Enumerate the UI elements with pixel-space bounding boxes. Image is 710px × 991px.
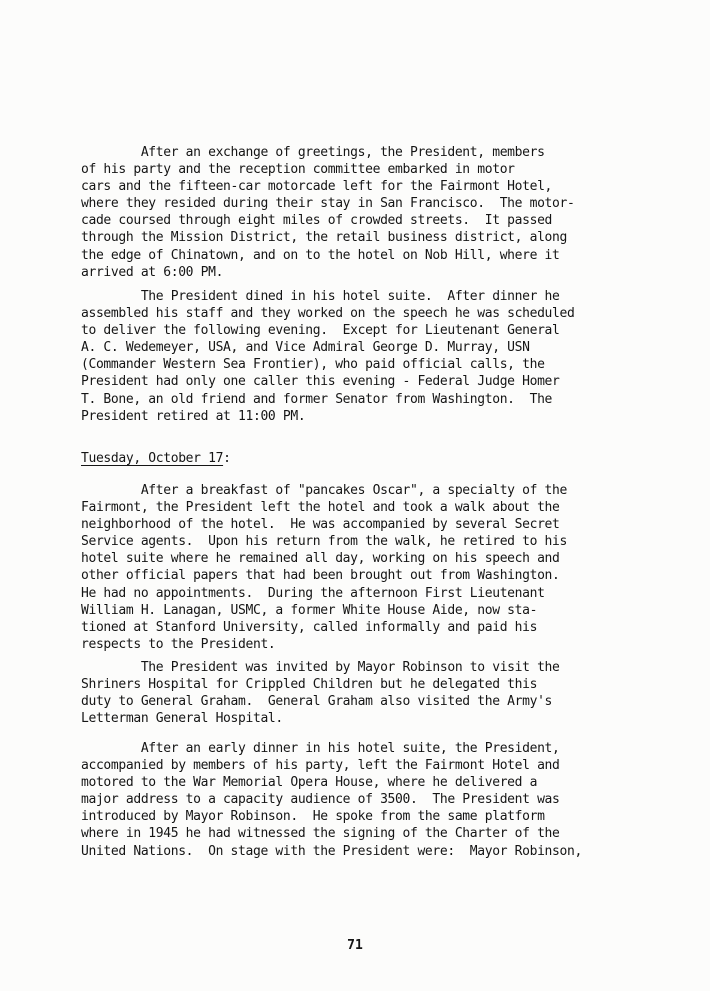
text-line: duty to General Graham. General Graham also visited the Army's	[81, 694, 553, 710]
paragraph-arrival	[81, 144, 641, 281]
page-number: 71	[347, 938, 363, 953]
paragraph-breakfast	[81, 482, 641, 653]
text-line: The President was invited by Mayor Robinson to visit the	[81, 660, 560, 675]
text-line: United Nations. On stage with the President were: Mayor Robinson,	[81, 843, 582, 859]
text-line: major address to a capacity audience of 3500. The President was	[81, 792, 560, 808]
text-line: After a breakfast of "pancakes Oscar", a specialty of the	[81, 483, 567, 498]
paragraph-evening	[81, 288, 641, 425]
text-line: through the Mission District, the retail business district, along	[81, 230, 567, 246]
text-line: President had only one caller this evening - Federal Judge Homer	[81, 374, 560, 390]
date-heading-colon: :	[223, 451, 231, 466]
text-line: of his party and the reception committee embarked in motor	[81, 162, 515, 178]
date-heading-text: Tuesday, October 17	[81, 451, 224, 466]
text-line: T. Bone, an old friend and former Senator from Washington. The	[81, 391, 553, 407]
text-line: The President dined in his hotel suite. After dinner he	[81, 289, 560, 304]
text-line: Letterman General Hospital.	[81, 711, 283, 727]
text-line: Fairmont, the President left the hotel and took a walk about the	[81, 500, 560, 516]
text-line: where they resided during their stay in San Francisco. The motor-	[81, 196, 575, 212]
text-line: After an early dinner in his hotel suite, the President,	[81, 741, 560, 756]
text-line: Service agents. Upon his return from the walk, he retired to his	[81, 534, 567, 550]
text-line: other official papers that had been brought out from Washington.	[81, 568, 560, 584]
text-line: the edge of Chinatown, and on to the hotel on Nob Hill, where it	[81, 247, 560, 263]
text-line: He had no appointments. During the afternoon First Lieutenant	[81, 585, 545, 601]
text-line: arrived at 6:00 PM.	[81, 264, 224, 280]
text-line: After an exchange of greetings, the President, members	[81, 145, 545, 160]
text-line: motored to the War Memorial Opera House, where he delivered a	[81, 775, 538, 791]
text-line: cade coursed through eight miles of crowded streets. It passed	[81, 213, 553, 229]
text-line: introduced by Mayor Robinson. He spoke from the same platform	[81, 809, 545, 825]
text-line: William H. Lanagan, USMC, a former White House Aide, now sta-	[81, 602, 538, 618]
paragraph-hospital	[81, 659, 641, 727]
text-line: (Commander Western Sea Frontier), who paid official calls, the	[81, 357, 545, 373]
text-line: assembled his staff and they worked on the speech he was scheduled	[81, 306, 575, 322]
text-line: hotel suite where he remained all day, working on his speech and	[81, 551, 560, 567]
text-line: A. C. Wedemeyer, USA, and Vice Admiral George D. Murray, USN	[81, 340, 530, 356]
text-line: tioned at Stanford University, called informally and paid his	[81, 619, 538, 635]
text-line: President retired at 11:00 PM.	[81, 408, 306, 424]
text-line: Shriners Hospital for Crippled Children but he delegated this	[81, 677, 538, 693]
text-line: respects to the President.	[81, 636, 276, 652]
paragraph-address	[81, 740, 641, 860]
text-line: cars and the fifteen-car motorcade left for the Fairmont Hotel,	[81, 179, 553, 195]
text-line: where in 1945 he had witnessed the signing of the Charter of the	[81, 826, 560, 842]
text-line: neighborhood of the hotel. He was accompanied by several Secret	[81, 517, 560, 533]
text-line: to deliver the following evening. Except for Lieutenant General	[81, 323, 560, 339]
text-line: accompanied by members of his party, left the Fairmont Hotel and	[81, 758, 560, 774]
date-heading	[81, 450, 231, 467]
